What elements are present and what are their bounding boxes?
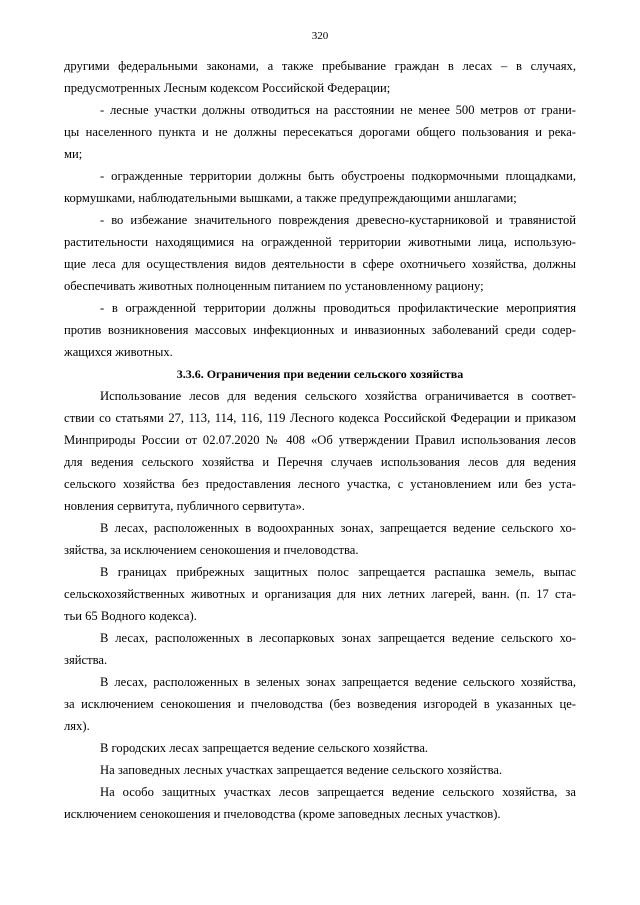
list-section <box>64 55 576 363</box>
text-line: В границах прибрежных защитных полос запрещается распашка земель, выпас <box>100 565 576 579</box>
text-line: обеспечивать животных полноценным питанием по установленному рациону; <box>64 279 484 293</box>
text-line: В лесах, расположенных в лесопарковых зонах запрещается ведение сельского хо- <box>100 631 576 645</box>
text-line: - в огражденной территории должны проводиться профилактические мероприятия <box>100 301 576 315</box>
text-line: - во избежание значительного повреждения древесно-кустарниковой и травянистой <box>100 213 576 227</box>
text-line: На заповедных лесных участках запрещается ведение сельского хозяйства. <box>100 763 503 777</box>
text-line: сельскохозяйственных животных и организация для них летних лагерей, ванн. (п. 17 ста- <box>64 587 576 601</box>
text-line: Использование лесов для ведения сельского хозяйства ограничивается в соответ- <box>100 389 576 403</box>
text-line: зяйства, за исключением сенокошения и пчеловодства. <box>64 543 359 557</box>
section-body <box>64 385 576 825</box>
page-number: 320 <box>311 30 329 42</box>
text-line: В городских лесах запрещается ведение сельского хозяйства. <box>100 741 429 755</box>
paragraph <box>64 671 576 737</box>
text-line: - огражденные территории должны быть обустроены подкормочными площадками, <box>100 169 576 183</box>
section-heading: 3.3.6. Ограничения при ведении сельского хозяйства <box>176 367 464 381</box>
text-line: ми; <box>64 147 83 161</box>
text-line: новления сервитута, публичного сервитута». <box>64 499 305 513</box>
text-line: В лесах, расположенных в зеленых зонах запрещается ведение сельского хозяйства, <box>100 675 576 689</box>
text-line: лях). <box>64 719 90 733</box>
text-line: для ведения сельского хозяйства и Перечня случаев использования лесов для ведения <box>64 455 576 469</box>
text-line: растительности находящимися на огражденной территории животными лица, использую- <box>64 235 576 249</box>
text-line: исключением сенокошения и пчеловодства (кроме заповедных лесных участков). <box>64 807 501 821</box>
paragraph <box>64 297 576 363</box>
paragraph <box>64 517 576 561</box>
paragraph <box>64 99 576 165</box>
text-line: против возникновения массовых инфекционных и инвазионных заболеваний среди содер- <box>64 323 576 337</box>
text-line: ствии со статьями 27, 113, 114, 116, 119 Лесного кодекса Российской Федерации и приказом <box>64 411 576 425</box>
text-line: - лесные участки должны отводиться на расстоянии не менее 500 метров от грани- <box>100 103 576 117</box>
text-line: тьи 65 Водного кодекса). <box>64 609 197 623</box>
paragraph <box>64 561 576 627</box>
paragraph <box>64 759 576 781</box>
text-line: Минприроды России от 02.07.2020 № 408 «Об утверждении Правил использования лесов <box>64 433 576 447</box>
paragraph <box>64 55 576 99</box>
text-line: цы населенного пункта и не должны пересекаться дорогами общего пользования и река- <box>64 125 576 139</box>
paragraph <box>64 209 576 297</box>
text-line: жащихся животных. <box>64 345 173 359</box>
text-line: В лесах, расположенных в водоохранных зонах, запрещается ведение сельского хо- <box>100 521 576 535</box>
page-body <box>64 55 576 825</box>
paragraph <box>64 737 576 759</box>
text-line: предусмотренных Лесным кодексом Российской Федерации; <box>64 81 391 95</box>
text-line: зяйства. <box>64 653 108 667</box>
paragraph <box>64 165 576 209</box>
text-line: На особо защитных участках лесов запрещается ведение сельского хозяйства, за <box>100 785 576 799</box>
text-line: щие леса для осуществления видов деятельности в сфере охотничьего хозяйства, должны <box>64 257 576 271</box>
text-line: кормушками, наблюдательными вышками, а также предупреждающими аншлагами; <box>64 191 517 205</box>
paragraph <box>64 627 576 671</box>
text-line: за исключением сенокошения и пчеловодства (без возведения изгородей в указанных це- <box>64 697 576 711</box>
text-line: сельского хозяйства без предоставления лесного участка, с установлением или без уста- <box>64 477 576 491</box>
paragraph <box>64 781 576 825</box>
text-line: другими федеральными законами, а также пребывание граждан в лесах – в случаях, <box>64 59 576 73</box>
paragraph <box>64 385 576 517</box>
